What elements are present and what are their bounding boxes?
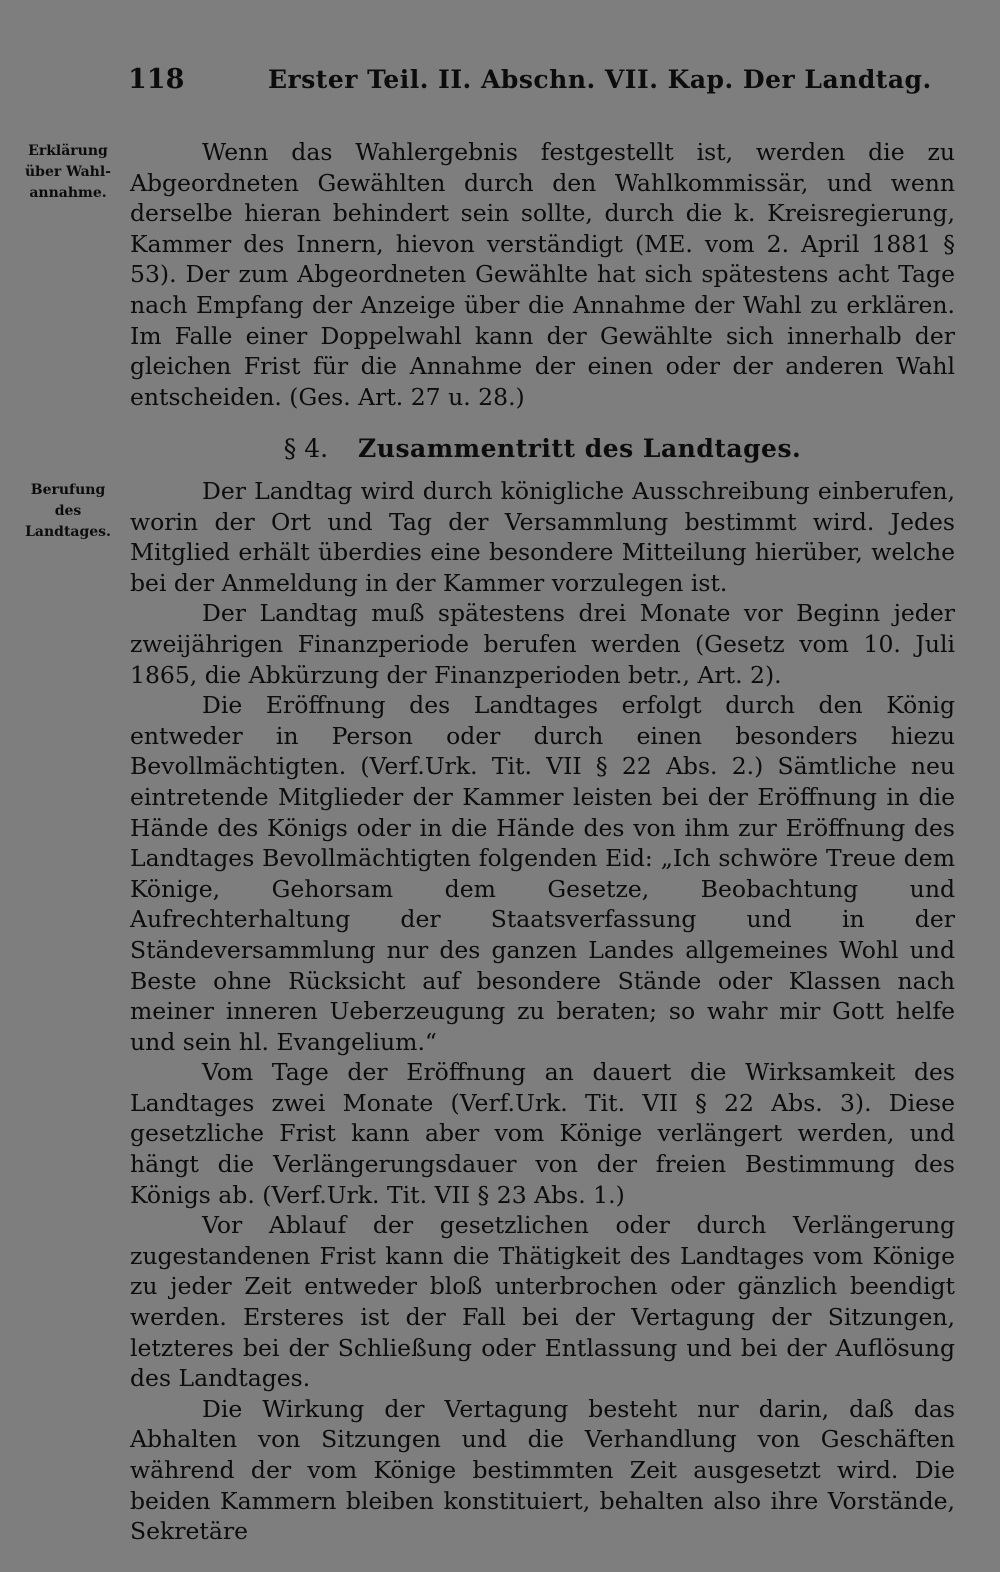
margin-note-berufung bbox=[10, 480, 126, 543]
margin-note-line: des bbox=[54, 503, 82, 519]
paragraph: Vom Tage der Eröffnung an dauert die Wirksamkeit des Landtages zwei Monate (Verf.Urk. Tit. VII § 22 Abs. 3). Diese gesetzliche Frist kann aber vom Könige verlängert werden, und hängt die Verlängerungsdauer von der freien Bestimmung des Königs ab. (Verf.Urk. Tit. VII § 23 Abs. 1.) bbox=[130, 1058, 955, 1209]
margin-note-line: annahme. bbox=[29, 185, 107, 201]
paragraph: Vor Ablauf der gesetzlichen oder durch Verlängerung zugestandenen Frist kann die Thätigkeit des Landtages vom Könige zu jeder Zeit entweder bloß unterbrochen oder gänzlich beendigt werden. Ersteres ist der Fall bei der Vertagung der Sitzungen, letzteres bei der Schließung oder Entlassung und bei der Auflösung des Landtages. bbox=[130, 1211, 955, 1393]
margin-note-line: Landtages. bbox=[25, 524, 111, 540]
page-header bbox=[128, 60, 932, 100]
body-block-2 bbox=[130, 476, 955, 1547]
section-title: Zusammentritt des Landtages. bbox=[358, 434, 802, 463]
paragraph: Der Landtag muß spätestens drei Monate vor Beginn jeder zweijährigen Finanzperiode berufen werden (Gesetz vom 10. Juli 1865, die Abkürzung der Finanzperioden betr., Art. 2). bbox=[130, 599, 955, 689]
paragraph: Wenn das Wahlergebnis festgestellt ist, werden die zu Abgeordneten Gewählten durch den Wahlkommissär, und wenn derselbe hieran behindert sein sollte, durch die k. Kreisregierung, Kammer des Innern, hievon verständigt (ME. vom 2. April 1881 § 53). Der zum Abgeordneten Gewählte hat sich spätestens acht Tage nach Empfang der Anzeige über die Annahme der Wahl zu erklären. Im Falle einer Doppelwahl kann der Gewählte sich innerhalb der gleichen Frist für die Annahme der einen oder der anderen Wahl entscheiden. (Ges. Art. 27 u. 28.) bbox=[130, 138, 955, 411]
margin-note-line: Erklärung bbox=[28, 143, 108, 159]
running-title: Erster Teil. II. Abschn. VII. Kap. Der Landtag. bbox=[268, 65, 932, 94]
paragraph: Der Landtag wird durch königliche Ausschreibung einberufen, worin der Ort und Tag der Versammlung bestimmt wird. Jedes Mitglied erhält überdies eine besondere Mitteilung hierüber, welche bei der Anmeldung in der Kammer vorzulegen ist. bbox=[130, 477, 955, 597]
body-block-1 bbox=[130, 137, 955, 412]
margin-note-line: Berufung bbox=[30, 482, 106, 498]
section-heading bbox=[130, 432, 955, 466]
section-number: § 4. bbox=[283, 434, 329, 463]
margin-note-line: über Wahl- bbox=[24, 164, 111, 180]
paragraph: Die Wirkung der Vertagung besteht nur darin, daß das Abhalten von Sitzungen und die Verhandlung von Geschäften während der vom Könige bestimmten Zeit ausgesetzt wird. Die beiden Kammern bleiben konstituiert, behalten also ihre Vorstände, Sekretäre bbox=[130, 1394, 955, 1546]
margin-note-erklaerung bbox=[10, 141, 126, 204]
page-number: 118 bbox=[128, 64, 185, 95]
paragraph: Die Eröffnung des Landtages erfolgt durch den König entweder in Person oder durch einen besonders hiezu Bevollmächtigten. (Verf.Urk. Tit. VII § 22 Abs. 2.) Sämtliche neu eintretende Mitglieder der Kammer leisten bei der Eröffnung in die Hände des Königs oder in die Hände des von ihm zur Eröffnung des Landtages Bevollmächtigten folgenden Eid: „Ich schwöre Treue dem Könige, Gehorsam dem Gesetze, Beobachtung und Aufrechterhaltung der Staatsverfassung und in der Ständeversammlung nur des ganzen Landes allgemeines Wohl und Beste ohne Rücksicht auf besondere Stände oder Klassen nach meiner inneren Ueberzeugung zu beraten; so wahr mir Gott helfe und sein hl. Evangelium.“ bbox=[130, 691, 955, 1056]
